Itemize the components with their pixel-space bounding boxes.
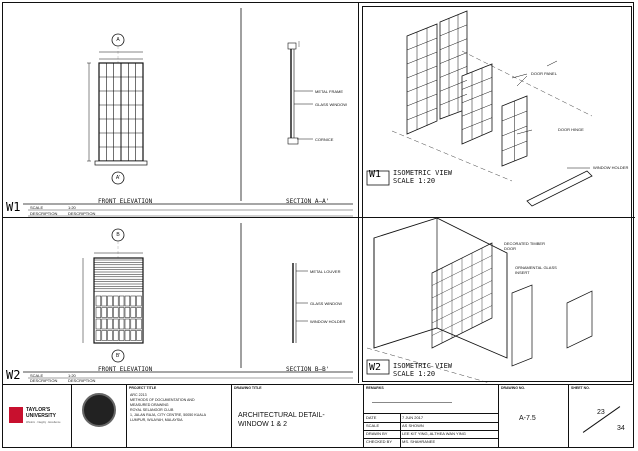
drawing-no: A-7.5 [519, 415, 536, 422]
w1-iso-tag: W1 [369, 169, 382, 180]
drawing-no-cell [498, 385, 568, 447]
project-line-4: ROYAL SELANGOR CLUB [130, 408, 174, 412]
project-title-header: PROJECT TITLE [129, 386, 157, 390]
project-line-1: ARC 2213 [130, 393, 147, 397]
label-metal-louver: METAL LOUVER [310, 269, 341, 274]
drawing-no-header: DRAWING NO. [501, 386, 526, 390]
label-window-holder-2: WINDOW HOLDER [310, 319, 346, 324]
section-marker-b: B [116, 232, 120, 238]
date-key: DATE [366, 415, 377, 420]
drawing-title-cell [231, 385, 363, 447]
drawing-title [238, 411, 325, 429]
label-door-hinge: DOOR HINGE [558, 127, 584, 132]
remarks-cell [363, 385, 498, 447]
w1-section-title: SECTION A–A' [286, 198, 330, 205]
royal-selangor-seal-icon [82, 393, 116, 427]
w1-scale-key: SCALE [30, 205, 44, 210]
drawn-by-value: LEE KIT YING, ALTHEA WAN YING [402, 431, 466, 436]
section-marker-b-prime: B' [115, 353, 121, 359]
w1-front-elevation-title: FRONT ELEVATION [98, 198, 153, 205]
w2-iso-scale: SCALE 1:20 [393, 370, 436, 378]
w2-front-elevation-title: FRONT ELEVATION [98, 366, 153, 373]
drawing-title-line-2: WINDOW 1 & 2 [238, 421, 288, 428]
w1-elevation-drawing [3, 3, 358, 217]
w1-tag: W1 [6, 200, 21, 214]
w2-tag: W2 [6, 368, 21, 382]
shield-logo-icon [9, 407, 23, 423]
club-seal [71, 385, 126, 447]
remarks-line [372, 397, 452, 403]
sheet-no-header: SHEET NO. [571, 386, 590, 390]
label-window-holder: WINDOW HOLDER [593, 165, 629, 170]
sheet-total: 34 [617, 425, 625, 432]
label-decorated-timber-door: DECORATED TIMBER DOOR [504, 241, 545, 251]
section-marker-a: A [116, 37, 120, 43]
w2-desc-key: DESCRIPTION [30, 378, 58, 383]
label-cornice: CORNICE [315, 137, 334, 142]
w2-elevation-drawing [3, 218, 358, 384]
scale-key: SCALE [366, 423, 380, 428]
label-metal-frame: METAL FRAME [315, 89, 344, 94]
project-line-5: 1, JALAN RAJA, CITY CENTRE, 50050 KUALA [130, 413, 207, 417]
label-glass-window-2: GLASS WINDOW [310, 301, 343, 306]
info-table [364, 413, 498, 448]
w1-scale-value: 1:20 [68, 205, 76, 210]
label-door-panel: DOOR PANEL [531, 71, 557, 76]
drawn-by-key: DRAWN BY [366, 431, 388, 436]
checked-by-key: CHECKED BY [366, 439, 393, 444]
project-title-lines [130, 393, 206, 423]
sheet-no-cell [568, 385, 633, 447]
date-value: 7 JUN 2017 [402, 415, 424, 420]
university-tagline: Wisdom · Integrity · Excellence [26, 421, 61, 424]
w2-iso-tag: W2 [369, 362, 382, 373]
remarks-header: REMARKS [366, 386, 384, 390]
university-name: TAYLOR'S UNIVERSITY [26, 407, 57, 419]
w1-iso-title: ISOMETRIC VIEW [393, 169, 453, 177]
scale-value: AS SHOWN [402, 423, 424, 428]
divider-vertical [358, 3, 359, 383]
label-ornamental-glass-insert: ORNAMENTAL GLASS INSERT [515, 265, 557, 275]
project-line-6: LUMPUR, WILAYAH, MALAYSIA [130, 418, 183, 422]
university-logo [3, 385, 71, 447]
w2-scale-value: 1:20 [68, 373, 76, 378]
w1-desc-value: DESCRIPTION [68, 211, 96, 216]
checked-by-value: MS. SHAHRANEE [402, 439, 436, 444]
drawing-title-header: DRAWING TITLE [234, 386, 262, 390]
project-title-cell [126, 385, 231, 447]
w2-section-title: SECTION B–B' [286, 366, 330, 373]
w2-desc-value: DESCRIPTION [68, 378, 96, 383]
project-line-2: METHODS OF DOCUMENTATION AND [130, 398, 195, 402]
w2-iso-title: ISOMETRIC VIEW [393, 362, 453, 370]
section-marker-a-prime: A' [115, 175, 121, 181]
drawing-sheet [2, 2, 634, 448]
title-block [3, 384, 633, 447]
label-glass-window: GLASS WINDOW [315, 102, 348, 107]
w1-desc-key: DESCRIPTION [30, 211, 58, 216]
sheet-no: 23 [597, 409, 605, 416]
w2-isometric-drawing [362, 218, 632, 383]
w1-iso-scale: SCALE 1:20 [393, 177, 436, 185]
drawing-title-line-1: ARCHITECTURAL DETAIL- [238, 412, 325, 419]
w2-scale-key: SCALE [30, 373, 44, 378]
project-line-3: MEASURED DRAWING [130, 403, 169, 407]
